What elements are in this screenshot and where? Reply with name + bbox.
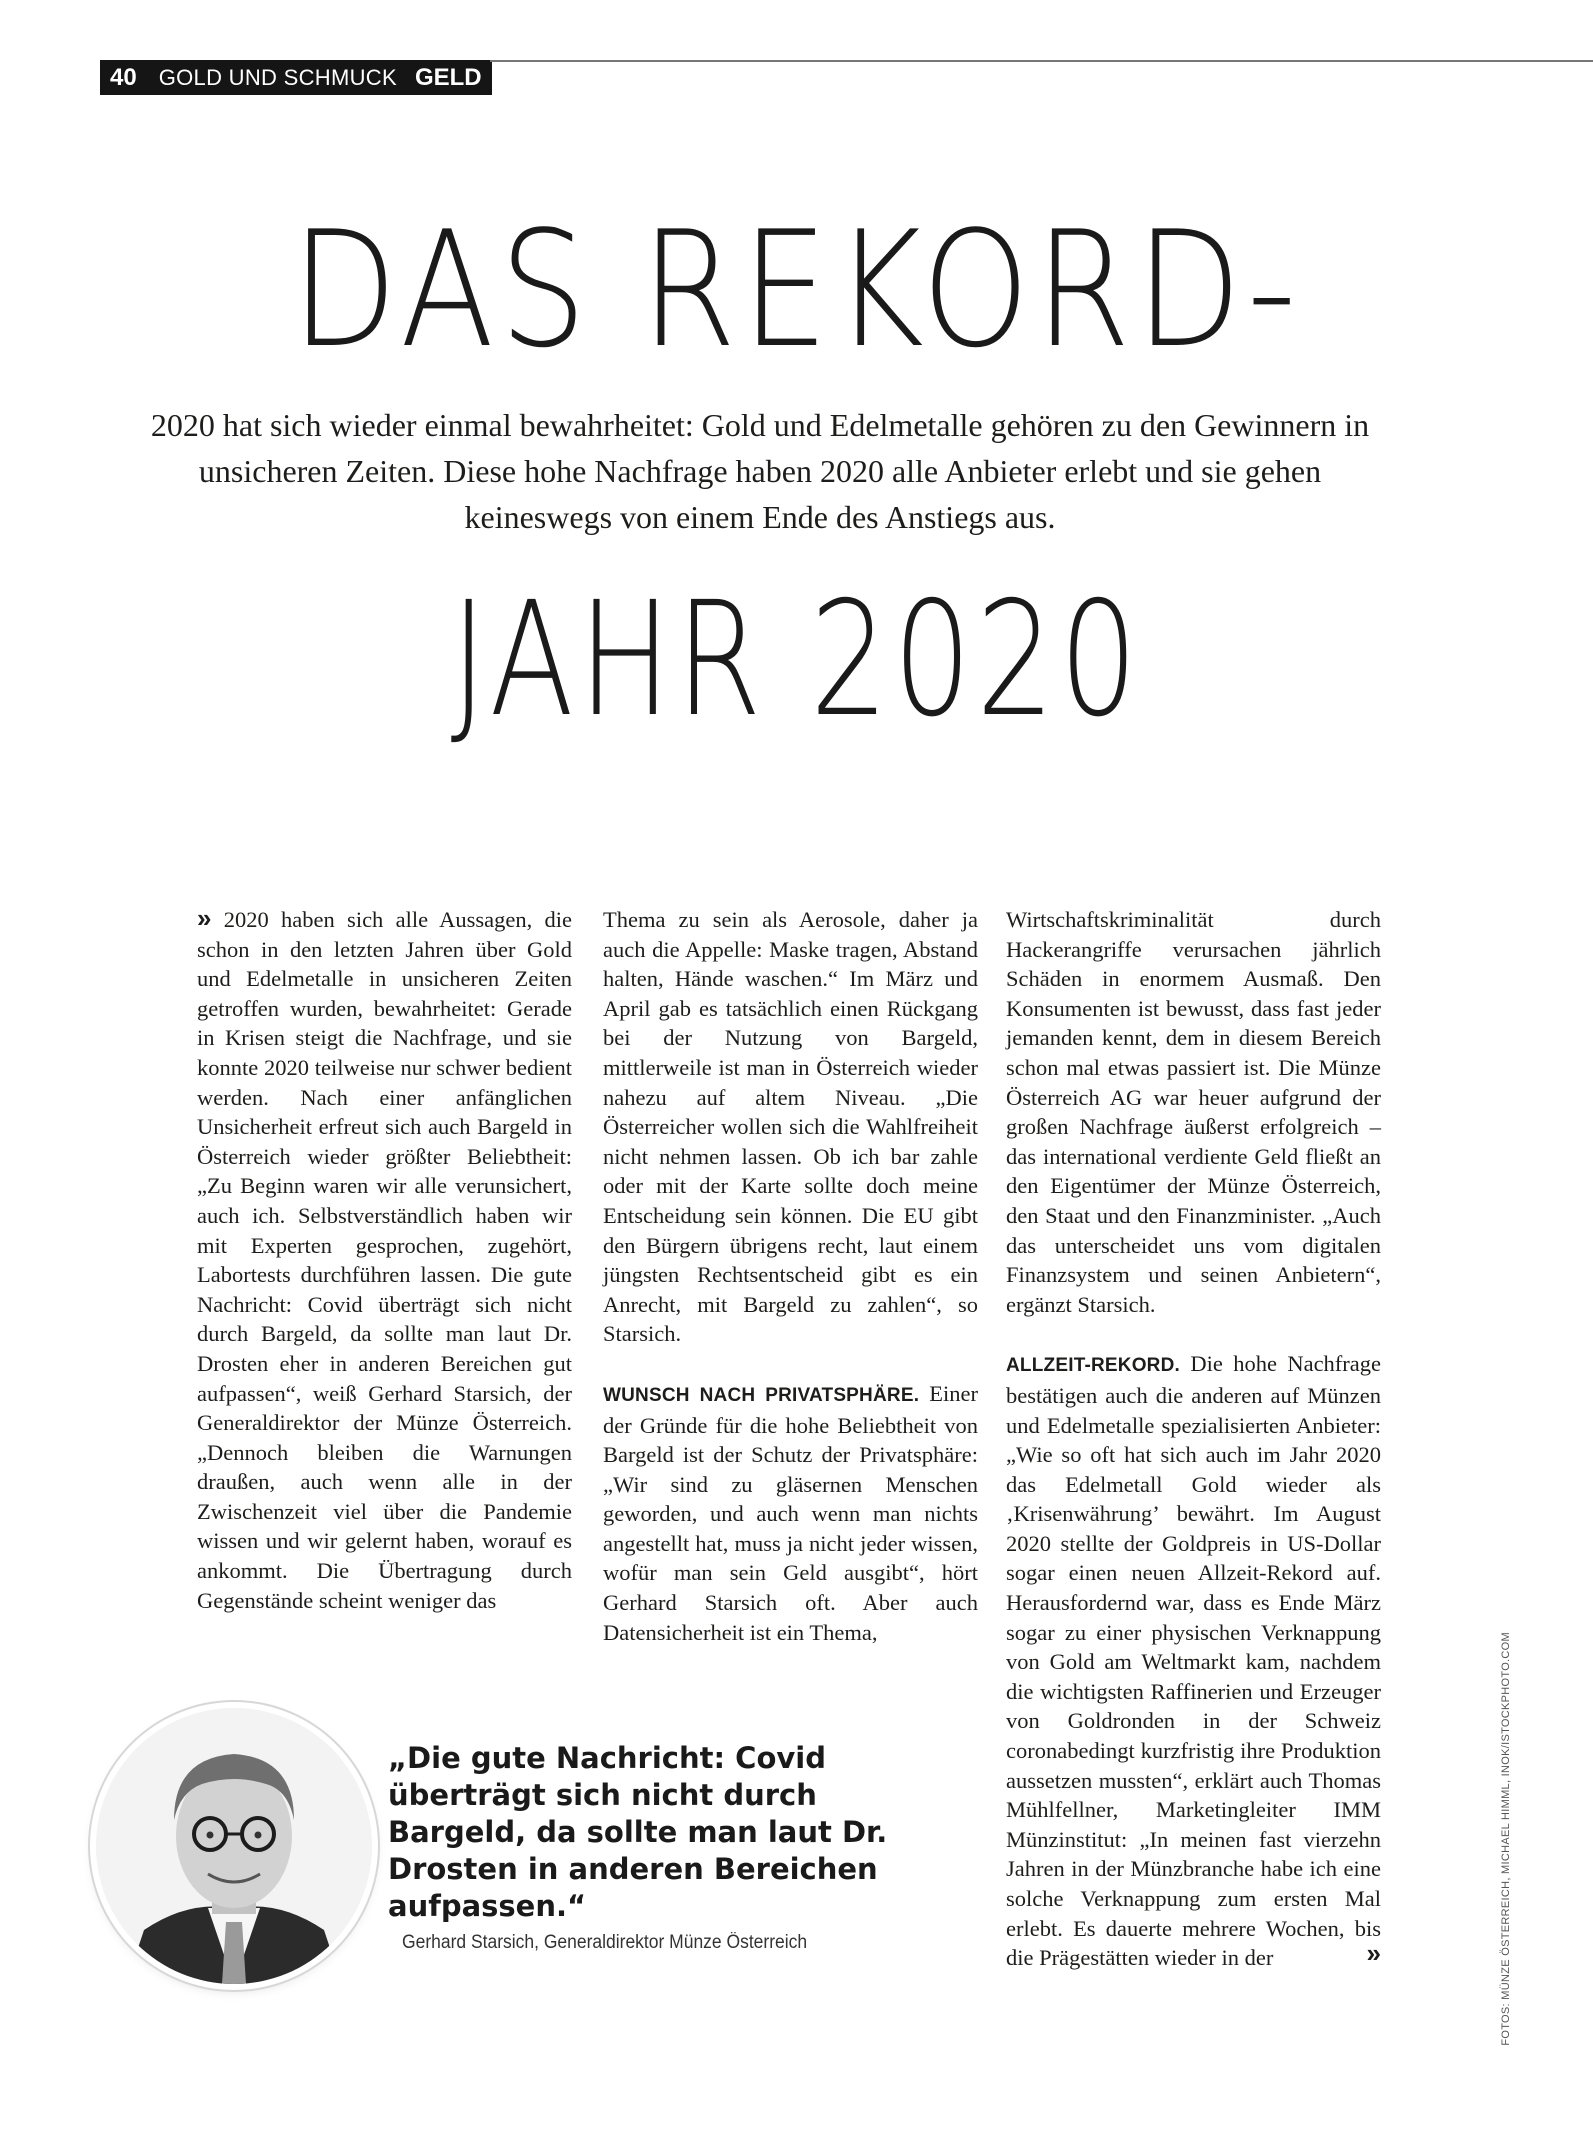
portrait-illustration (96, 1708, 372, 1984)
category-label: GELD (414, 63, 482, 91)
section-label: GOLD UND SCHMUCK (158, 64, 397, 90)
headline-line-1: DAS REKORD- (291, 196, 1302, 383)
article-text: Einer der Gründe für die hohe Beliebtheit von Bargeld ist der Schutz der Privatsphäre: „Wir sind zu gläsernen Menschen geworden, und auch wenn man nichts angestellt hat, muss ja nicht jeder wissen, wofür man sein Geld ausgibt“, hört Gerhard Starsich oft. Aber auch Datensicherheit ist ein Thema, (603, 1380, 979, 1645)
portrait-photo (96, 1708, 372, 1984)
page-number: 40 (110, 63, 137, 91)
article-text: Die hohe Nachfrage bestätigen auch die anderen auf Münzen und Edelmetalle spezialisierten Anbieter: „Wie so oft hat sich auch im Jahr 2020 das Edelmetall Gold wieder als ‚Krisenwährung’ bewährt. Im August 2020 stellte der Goldpreis in US-Dollar sogar einen neuen Allzeit-Rekord auf. Herausfordernd war, dass es Ende März sogar zu einer physischen Verknappung von Gold am Weltmarkt kam, nachdem die wichtigsten Raffinerien und Erzeuger von Goldronden in der Schweiz coronabedingt kurzfristig ihre Produktion aussetzen mussten“, erklärt auch Thomas Mühlfellner, Marketingleiter IMM Münzinstitut: „In meinen fast vierzehn Jahren in der Münzbranche habe ich eine solche Verknappung zum ersten Mal erlebt. Es dauerte mehrere Wochen, bis die Prägestätten wieder in der (1006, 1351, 1382, 1971)
article-paragraph (1006, 1349, 1381, 1972)
article-paragraph (197, 905, 572, 1615)
article-column-1 (197, 905, 572, 1615)
headline-line-2: JAHR 2020 (450, 568, 1143, 752)
article-text: 2020 haben sich alle Aussagen, die schon in den letzten Jahren über Gold und Edelmetalle in unsicheren Zeiten getroffen wurden, bewahrheitet: Gerade in Krisen steigt die Nachfrage, und sie konnte 2020 teilweise nur schwer bedient werden. Nach einer anfänglichen Unsicherheit erfreut sich auch Bargeld in Österreich wieder größter Beliebtheit: „Zu Beginn waren wir alle verunsichert, auch ich. Selbstverständlich haben wir mit Experten gesprochen, zugehört, Labortests durchführen lassen. Die gute Nachricht: Covid überträgt sich nicht durch Bargeld, da sollte man laut Dr. Drosten eher in anderen Bereichen gut aufpassen“, weiß Gerhard Starsich, der Generaldirektor der Münze Österreich. „Dennoch bleiben die Warnungen draußen, auch wenn alle in der Zwischenzeit viel über die Pandemie wissen und wir gelernt haben, worauf es ankommt. Die Übertragung durch Gegenstände scheint weniger das (197, 907, 572, 1613)
running-header (100, 60, 492, 95)
photo-credit (1500, 1632, 1523, 2046)
article-paragraph (603, 1379, 978, 1647)
continue-marker-icon: » (1366, 1938, 1381, 1969)
photo-credit-text: FOTOS: MÜNZE ÖSTERREICH, MICHAEL HIMML, INOK/ISTOCKPHOTO.COM (1500, 1632, 1512, 2046)
article-column-3 (1006, 905, 1381, 1973)
start-marker-icon: » (197, 903, 212, 933)
article-column-2 (603, 905, 978, 1647)
pull-quote-attribution: Gerhard Starsich, Generaldirektor Münze Österreich (402, 1932, 808, 1953)
article-paragraph: Thema zu sein als Aerosole, daher ja auch die Appelle: Maske tragen, Abstand halten, Hände waschen.“ Im März und April gab es tatsächlich einen Rückgang bei der Nutzung von Bargeld, mittlerweile ist man in Österreich wieder nahezu auf altem Niveau. „Die Österreicher wollen sich die Wahlfreiheit nicht nehmen lassen. Ob ich bar zahle oder mit der Karte sollte doch meine Entscheidung sein können. Die EU gibt den Bürgern übrigens recht, laut einem jüngsten Rechtsentscheid gibt es ein Anrecht, mit Bargeld zu zahlen“, so Starsich. (603, 907, 978, 1347)
header-rule (490, 60, 1593, 62)
subheading-record: ALLZEIT-REKORD. (1006, 1355, 1180, 1377)
subheading-privacy: WUNSCH NACH PRIVATSPHÄRE. (603, 1384, 920, 1406)
article-paragraph: Wirtschaftskriminalität durch Hackerangriffe verursachen jährlich Schäden in enormem Ausmaß. Den Konsumenten ist bewusst, dass fast jeder jemanden kennt, dem in diesem Bereich schon mal etwas passiert ist. Die Münze Österreich AG war heuer aufgrund der großen Nachfrage äußerst erfolgreich – das international verdiente Geld fließt an den Eigentümer der Münze Österreich, den Staat und den Finanzminister. „Auch das unterscheidet uns vom digitalen Finanzsystem und seinen Anbietern“, ergänzt Starsich. (1006, 907, 1381, 1317)
lead-paragraph: 2020 hat sich wieder einmal bewahrheitet: Gold und Edelmetalle gehören zu den Gewinnern in unsicheren Zeiten. Diese hohe Nachfrage haben 2020 alle Anbieter erlebt und sie gehen keineswegs von einem Ende des Anstiegs aus. (150, 407, 1370, 535)
pull-quote: „Die gute Nachricht: Covid überträgt sich nicht durch Bargeld, da sollte man laut Dr. Drosten in anderen Bereichen aufpassen.“ (388, 1741, 888, 1923)
